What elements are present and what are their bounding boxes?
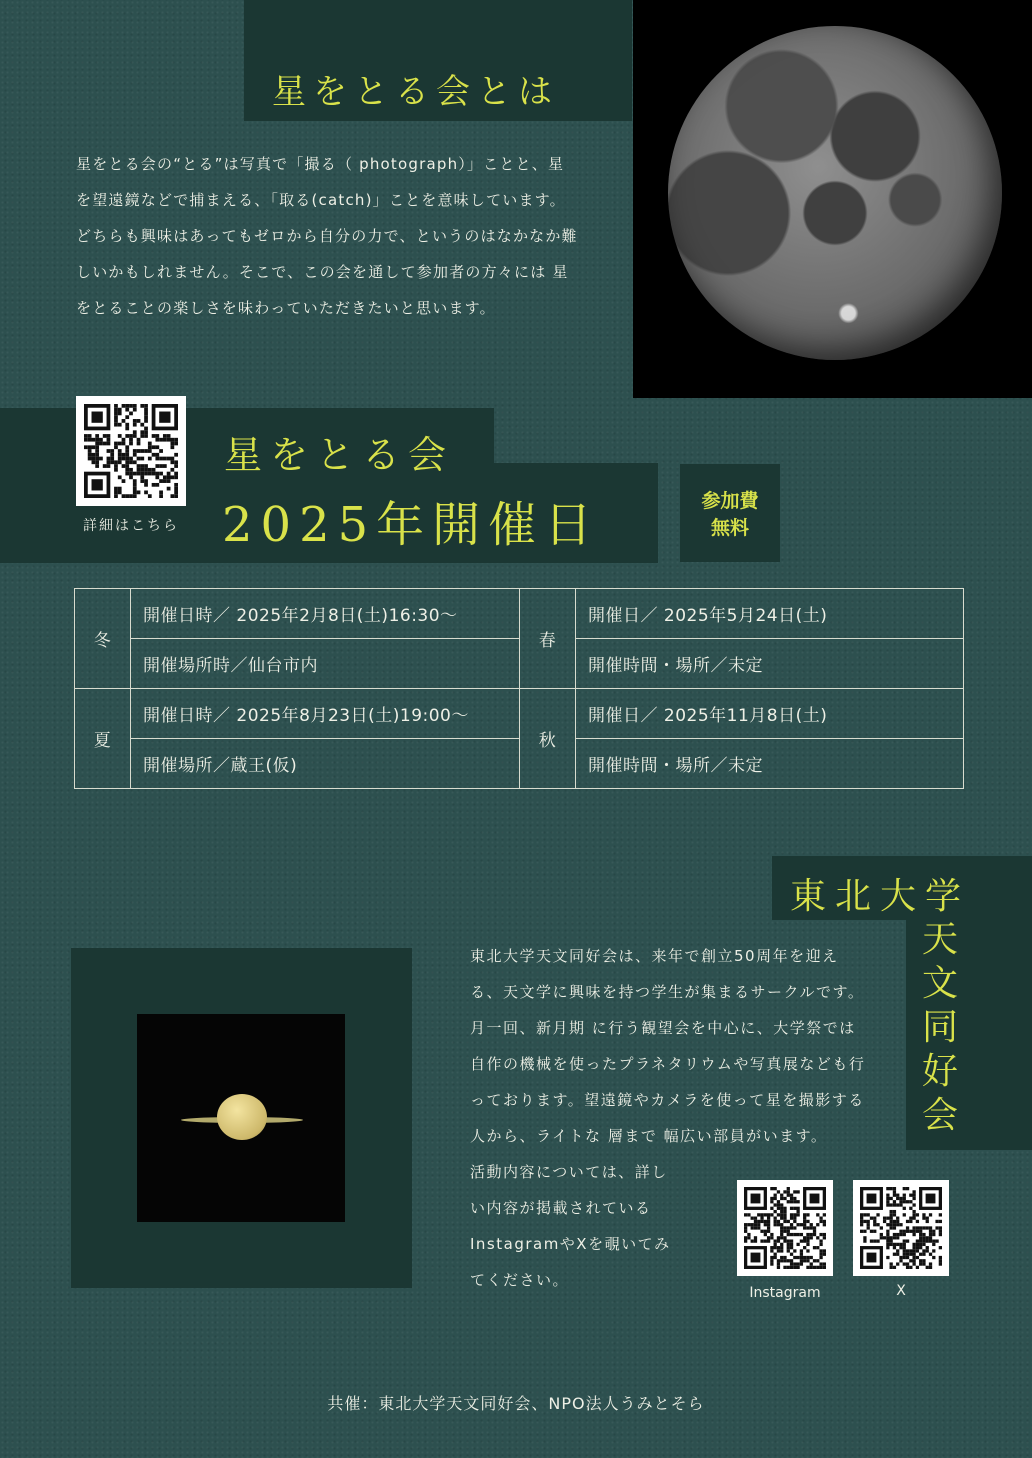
autumn-place: 開催時間・場所／未定: [576, 739, 964, 789]
qr-code-icon: [84, 404, 178, 498]
table-row: [75, 589, 964, 639]
about-title: 星をとる会とは: [272, 72, 559, 112]
winter-place: 開催場所時／仙台市内: [131, 639, 520, 689]
event-subtitle: 2025年開催日: [222, 497, 601, 553]
fee-value: 無料: [710, 517, 749, 539]
club-description: 東北大学天文同好会は、来年で創立50周年を迎える、天文学に興味を持つ学生が集まるサークルです。月一回、新月期 に行う観望会を中心に、大学祭では自作の機械を使ったプラネタリウムや写真展なども行っております。望遠鏡やカメラを使って星を撮影する人から、ライトな 層まで 幅広い部員がいます。: [470, 947, 866, 1145]
season-winter: 冬: [75, 589, 131, 689]
winter-datetime: 開催日時／ 2025年2月8日(土)16:30～: [131, 589, 520, 639]
club-social-note: 活動内容については、詳しい内容が掲載されているInstagramやXを覗いてみてください。: [470, 1163, 671, 1289]
instagram-qr-code[interactable]: [737, 1180, 833, 1276]
details-qr-caption: 詳細はこちら: [83, 518, 179, 534]
table-row: [75, 689, 964, 739]
spring-place: 開催時間・場所／未定: [576, 639, 964, 689]
moon-photo: [633, 0, 1032, 398]
x-label: X: [896, 1283, 906, 1299]
qr-code-icon: [744, 1187, 826, 1269]
autumn-date: 開催日／ 2025年11月8日(土): [576, 689, 964, 739]
spring-date: 開催日／ 2025年5月24日(土): [576, 589, 964, 639]
table-row: [75, 639, 964, 689]
moon-image: [668, 26, 1002, 360]
x-qr-code[interactable]: [853, 1180, 949, 1276]
instagram-label: Instagram: [749, 1285, 821, 1301]
summer-place: 開催場所／蔵王(仮): [131, 739, 520, 789]
saturn-photo: [137, 1014, 345, 1222]
saturn-body: [217, 1094, 267, 1140]
footer-cohost: 共催：東北大学天文同好会、NPO法人うみとそら: [327, 1394, 705, 1413]
club-name-horizontal: 東北大学: [790, 876, 971, 917]
about-body: 星をとる会の“とる”は写真で「撮る（ photograph）」ことと、星を望遠鏡などで捕まえる、「取る(catch)」ことを意味しています。どちらも興味はあってもゼロから自分の力で、というのはなかなか難しいかもしれません。そこで、この会を通して参加者の方々には 星をとることの楽しさを味わっていただきたいと思います。: [76, 155, 578, 317]
schedule-table: [74, 588, 964, 789]
event-name: 星をとる会: [224, 433, 455, 477]
season-summer: 夏: [75, 689, 131, 789]
summer-datetime: 開催日時／ 2025年8月23日(土)19:00～: [131, 689, 520, 739]
fee-label: 参加費: [701, 490, 759, 512]
table-row: [75, 739, 964, 789]
season-autumn: 秋: [520, 689, 576, 789]
season-spring: 春: [520, 589, 576, 689]
saturn-photo-frame: [71, 948, 412, 1288]
club-name-vertical: 天文同好会: [921, 919, 958, 1136]
fee-badge: [680, 464, 780, 562]
details-qr-code[interactable]: [76, 396, 186, 506]
qr-code-icon: [860, 1187, 942, 1269]
